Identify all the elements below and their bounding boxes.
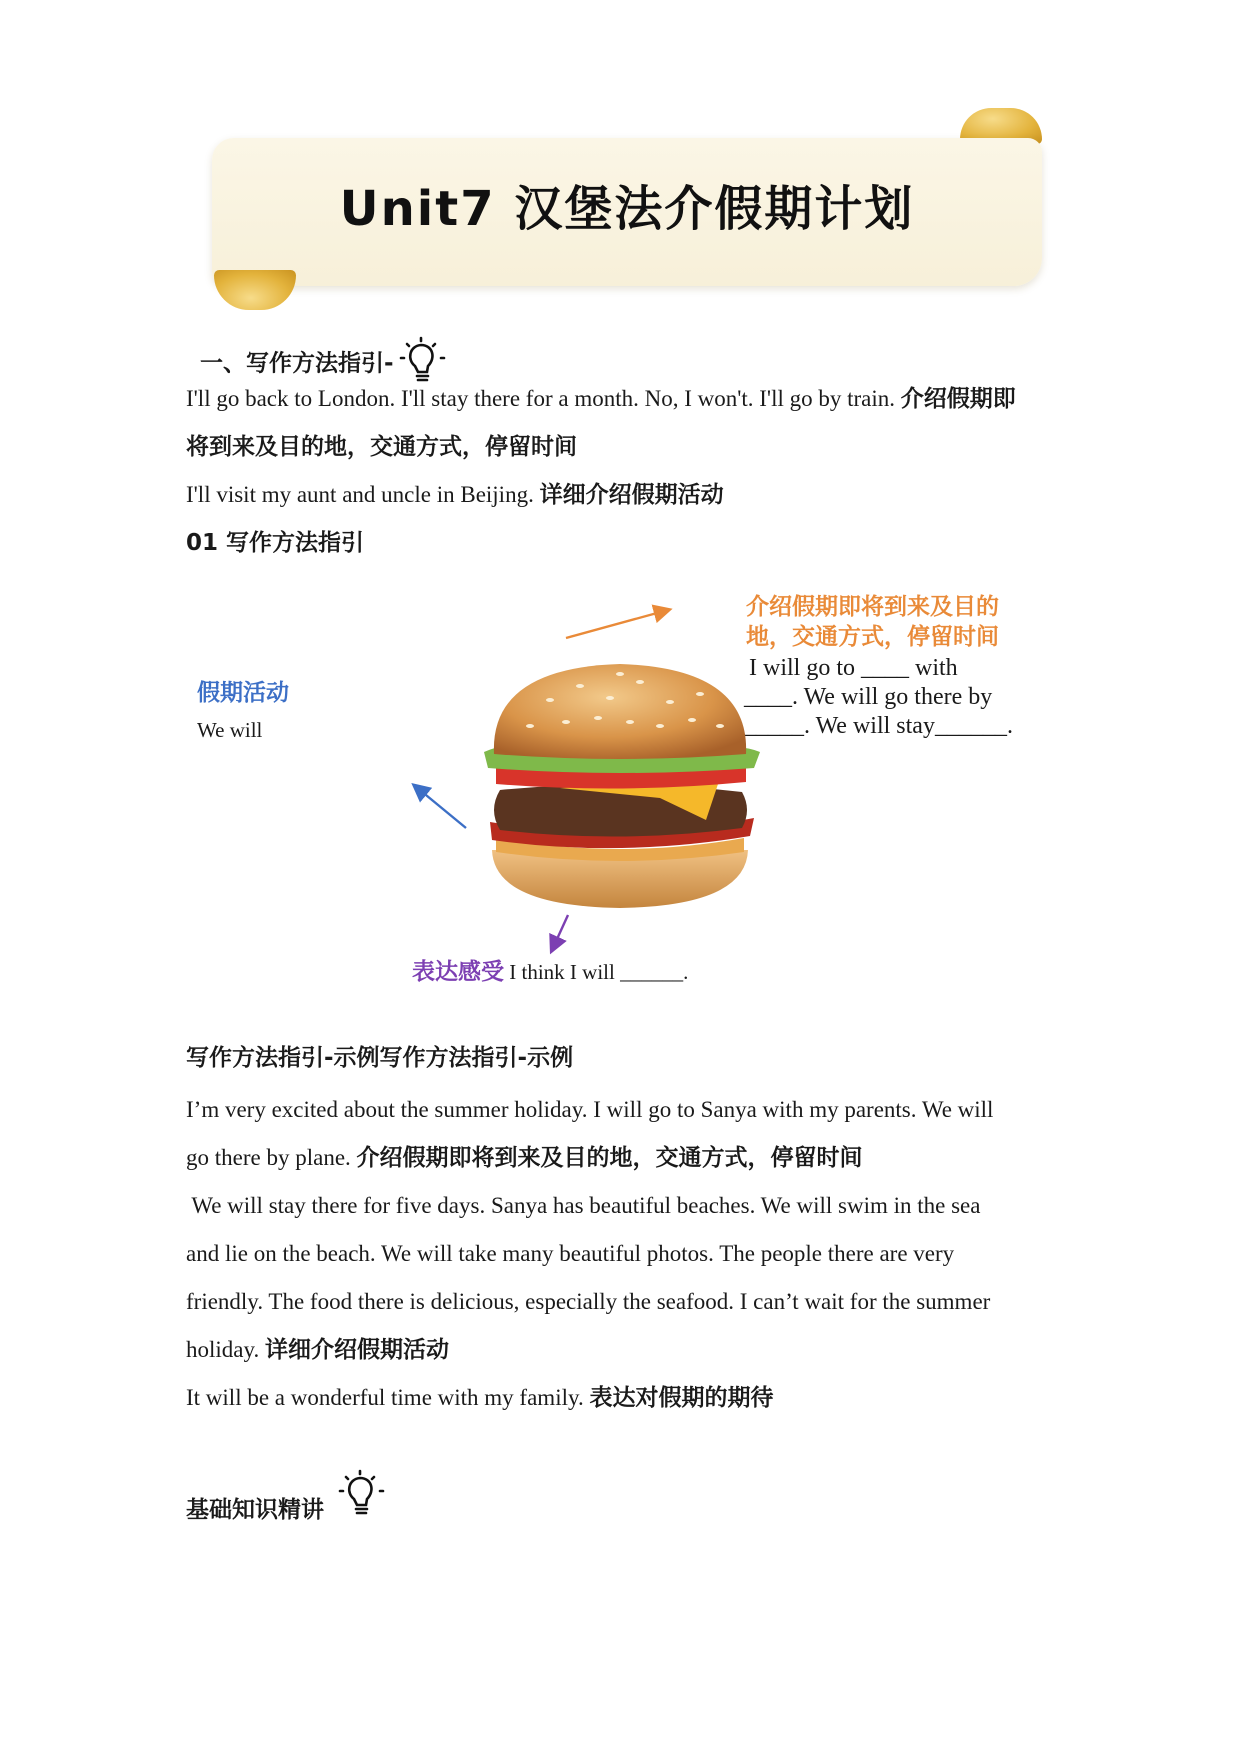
page-title: Unit7 汉堡法介假期计划 xyxy=(339,181,915,237)
arrow-to-top-label xyxy=(566,610,668,638)
example-p1-line2 xyxy=(186,1134,1046,1182)
diagram-left-label: 假期活动 xyxy=(197,680,289,706)
example-p2-line3: friendly. The food there is delicious, especially the seafood. I can’t wait for the summer xyxy=(186,1289,991,1314)
arrow-to-left-label xyxy=(415,786,466,828)
example-paragraph-3 xyxy=(186,1374,773,1422)
arrow-to-bottom-label xyxy=(552,915,568,950)
example-p3-en: It will be a wonderful time with my family. xyxy=(186,1385,584,1410)
example-paragraph-1 xyxy=(186,1086,1046,1182)
diagram-left-text: We will xyxy=(197,718,263,742)
intro-line-2-en: I'll visit my aunt and uncle in Beijing. xyxy=(186,482,534,507)
intro-line-1-en: I'll go back to London. I'll stay there for a month. No, I won't. I'll go by train. xyxy=(186,386,895,411)
example-p2-line2: and lie on the beach. We will take many beautiful photos. The people there are very xyxy=(186,1241,955,1266)
example-p3-zh: 表达对假期的期待 xyxy=(589,1385,774,1411)
diagram-top-text-line3: _____. We will stay______. xyxy=(744,713,1013,739)
example-p2-line4 xyxy=(186,1326,1046,1374)
section-heading-basics-text: 基础知识精讲 xyxy=(186,1497,324,1523)
diagram-top-text-line2: ____. We will go there by xyxy=(744,684,993,710)
example-p2-zh: 详细介绍假期活动 xyxy=(265,1337,449,1363)
example-p2-en: holiday. xyxy=(186,1337,260,1362)
diagram-bottom-label: 表达感受 xyxy=(412,959,504,985)
diagram-top-label-line2: 地，交通方式，停留时间 xyxy=(746,624,999,650)
lightbulb-icon xyxy=(338,1468,386,1528)
example-paragraph-2 xyxy=(186,1182,1046,1374)
example-heading: 写作方法指引-示例写作方法指引-示例 xyxy=(186,1045,574,1071)
example-p2-line1: We will stay there for five days. Sanya has beautiful beaches. We will swim in the sea xyxy=(186,1193,981,1218)
diagram-bottom-text: I think I will ______. xyxy=(509,960,689,984)
subheading-01: 01 写作方法指引 xyxy=(186,530,365,556)
intro-line-1-zh-cont: 将到来及目的地，交通方式，停留时间 xyxy=(186,434,577,460)
example-p1-en: go there by plane. xyxy=(186,1145,351,1170)
hamburger-illustration xyxy=(470,660,770,920)
intro-line-1-zh: 介绍假期即 xyxy=(900,386,1016,412)
example-p1-line1: I’m very excited about the summer holiday. I will go to Sanya with my parents. We will xyxy=(186,1097,994,1122)
diagram-top-text-line1: I will go to ____ with xyxy=(749,655,958,681)
diagram-top-label-line1: 介绍假期即将到来及目的 xyxy=(746,594,999,620)
section-heading-text: 一、写作方法指引- xyxy=(200,350,394,377)
intro-line-2-zh: 详细介绍假期活动 xyxy=(539,482,724,508)
section-heading-basics xyxy=(186,1468,386,1528)
example-p1-zh: 介绍假期即将到来及目的地，交通方式，停留时间 xyxy=(356,1145,863,1171)
